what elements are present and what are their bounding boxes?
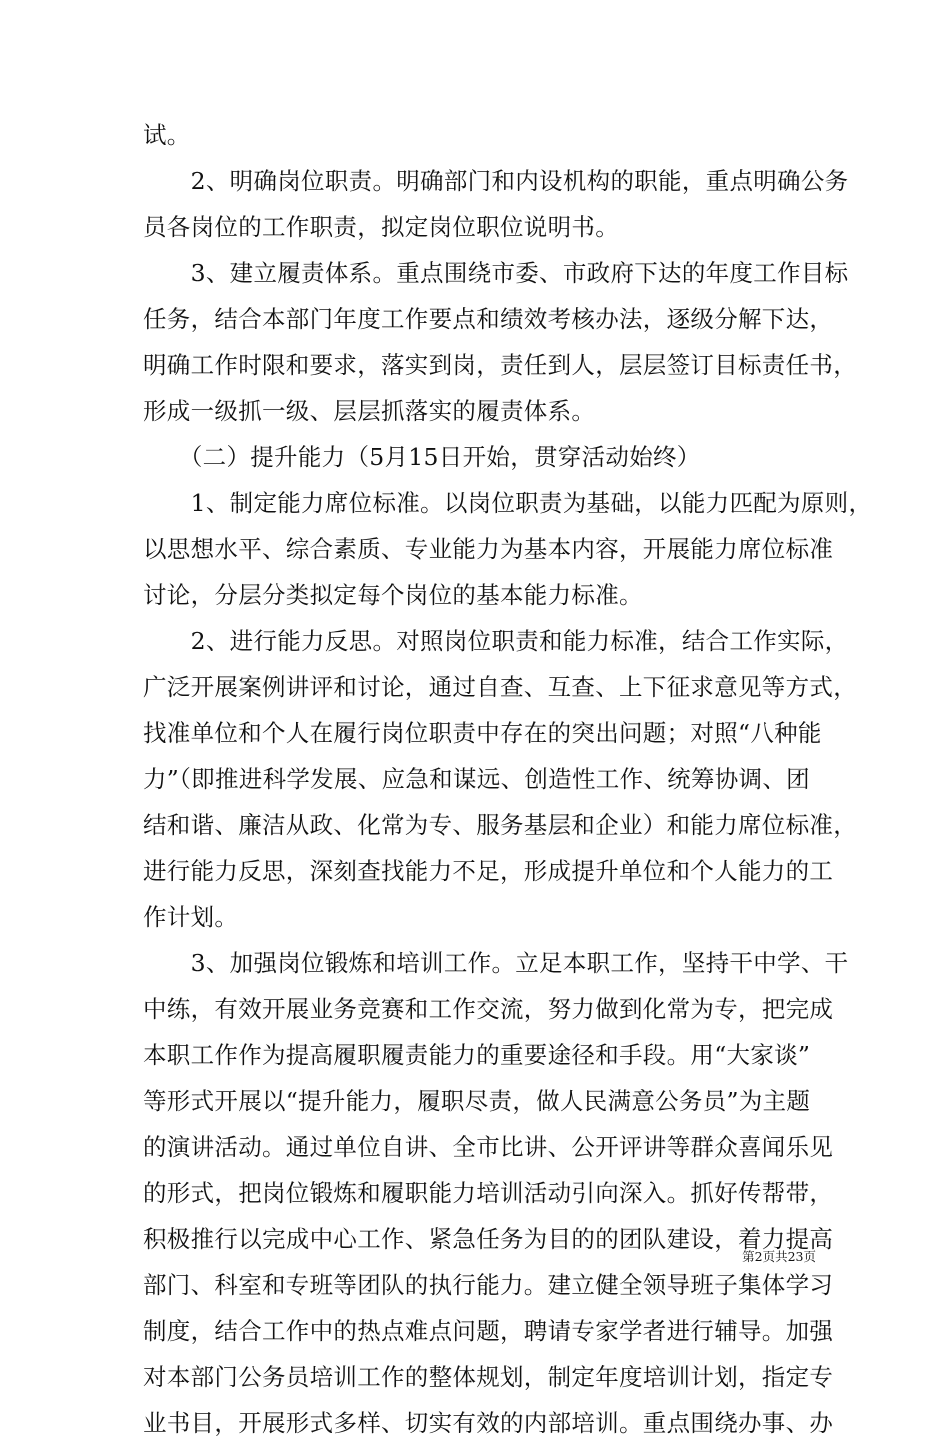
text-line: 作计划。 [143,903,239,931]
section-heading: （二）提升能力（5月15日开始，贯穿活动始终） [143,443,701,471]
text-line: 部门、科室和专班等团队的执行能力。建立健全领导班子集体学习 [143,1271,834,1299]
text-line: 力”（即推进科学发展、应急和谋远、创造性工作、统筹协调、团 [143,765,810,793]
text-line: 广泛开展案例讲评和讨论，通过自查、互查、上下征求意见等方式， [143,673,857,701]
text-line: 试。 [143,121,191,149]
text-line: 形成一级抓一级、层层抓落实的履责体系。 [143,397,596,425]
text-line: 结和谐、廉洁从政、化常为专、服务基层和企业）和能力席位标准， [143,811,857,839]
text-line: 对本部门公务员培训工作的整体规划，制定年度培训计划，指定专 [143,1363,834,1391]
text-line: 明确工作时限和要求，落实到岗，责任到人，层层签订目标责任书， [143,351,857,379]
text-line: 2、进行能力反思。对照岗位职责和能力标准，结合工作实际， [143,627,849,655]
text-line: 2、明确岗位职责。明确部门和内设机构的职能，重点明确公务 [143,167,849,195]
text-line: 积极推行以完成中心工作、紧急任务为目的的团队建设，着力提高 [143,1225,834,1253]
text-line: 讨论，分层分类拟定每个岗位的基本能力标准。 [143,581,643,609]
text-line: 制度，结合工作中的热点难点问题，聘请专家学者进行辅导。加强 [143,1317,834,1345]
text-line: 找准单位和个人在履行岗位职责中存在的突出问题；对照“八种能 [143,719,822,747]
text-line: 员各岗位的工作职责，拟定岗位职位说明书。 [143,213,619,241]
document-body [143,112,873,1446]
text-line: 本职工作作为提高履职履责能力的重要途径和手段。用“大家谈” [143,1041,811,1069]
text-line: 的形式，把岗位锻炼和履职能力培训活动引向深入。抓好传帮带， [143,1179,834,1207]
text-line: 进行能力反思，深刻查找能力不足，形成提升单位和个人能力的工 [143,857,834,885]
text-line: 的演讲活动。通过单位自讲、全市比讲、公开评讲等群众喜闻乐见 [143,1133,834,1161]
text-line: 业书目，开展形式多样、切实有效的内部培训。重点围绕办事、办 [143,1409,834,1437]
page-number: 第2页共23页 [742,1249,816,1264]
text-line: 1、制定能力席位标准。以岗位职责为基础，以能力匹配为原则， [143,489,873,517]
text-line: 3、建立履责体系。重点围绕市委、市政府下达的年度工作目标 [143,259,849,287]
text-line: 3、加强岗位锻炼和培训工作。立足本职工作，坚持干中学、干 [143,949,849,977]
text-line: 等形式开展以“提升能力，履职尽责，做人民满意公务员”为主题 [143,1087,811,1115]
text-line: 任务，结合本部门年度工作要点和绩效考核办法，逐级分解下达， [143,305,834,333]
text-line: 以思想水平、综合素质、专业能力为基本内容，开展能力席位标准 [143,535,834,563]
text-line: 中练，有效开展业务竞赛和工作交流，努力做到化常为专，把完成 [143,995,834,1023]
